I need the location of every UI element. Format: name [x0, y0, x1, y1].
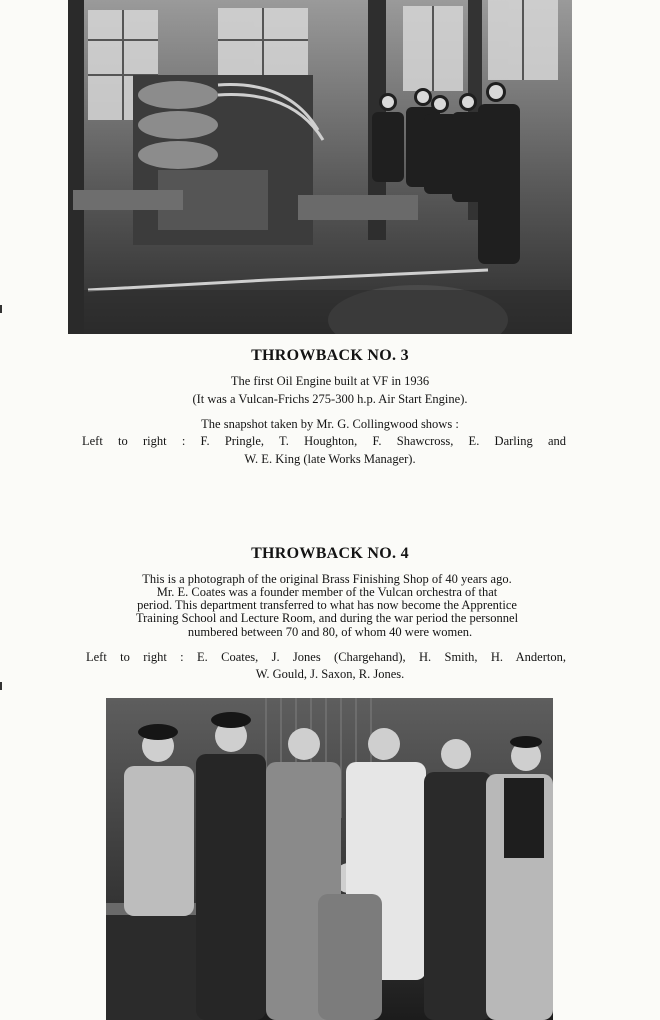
throwback-3-names-line-1: Left to right : F. Pringle, T. Houghton, F. Shawcross, E. Darling and	[82, 434, 566, 448]
margin-mark	[0, 305, 2, 313]
throwback-4-heading: THROWBACK NO. 4	[251, 545, 409, 562]
engine-photo-image	[68, 0, 572, 334]
throwback-3-names-line-2: W. E. King (late Works Manager).	[244, 452, 416, 466]
throwback-4-paragraph-line-3: period. This department transferred to what has now become the Apprentice	[137, 598, 517, 612]
throwback-3-caption-line-2: (It was a Vulcan-Frichs 275-300 h.p. Air Start Engine).	[192, 392, 468, 406]
brass-finishing-shop-photo	[106, 698, 553, 1020]
throwback-3-caption-line-3: The snapshot taken by Mr. G. Collingwood shows :	[201, 417, 459, 431]
throwback-4-paragraph-line-1: This is a photograph of the original Brass Finishing Shop of 40 years ago.	[142, 572, 512, 586]
throwback-3-heading: THROWBACK NO. 3	[251, 347, 409, 364]
throwback-3-caption-line-1: The first Oil Engine built at VF in 1936	[230, 374, 430, 388]
throwback-4-paragraph-line-4: Training School and Lecture Room, and during the war period the personnel	[135, 611, 519, 625]
engine-photo	[68, 0, 572, 334]
throwback-4-names-line-2: W. Gould, J. Saxon, R. Jones.	[255, 667, 405, 681]
brass-finishing-shop-photo-image	[106, 698, 553, 1020]
throwback-4-names-line-1: Left to right : E. Coates, J. Jones (Chargehand), H. Smith, H. Anderton,	[86, 650, 566, 664]
throwback-4-paragraph-line-2: Mr. E. Coates was a founder member of the Vulcan orchestra of that	[156, 585, 498, 599]
margin-mark	[0, 682, 2, 690]
throwback-4-paragraph-line-5: numbered between 70 and 80, of whom 40 were women.	[187, 625, 473, 639]
